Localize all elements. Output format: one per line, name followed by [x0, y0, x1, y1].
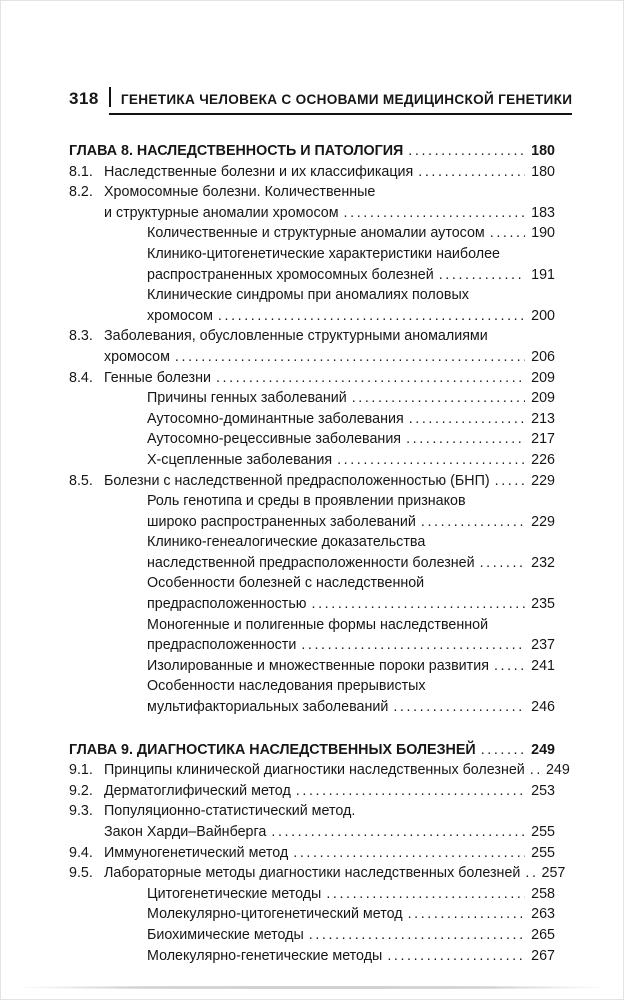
toc-entry-text: ГЛАВА 9. ДИАГНОСТИКА НАСЛЕДСТВЕННЫХ БОЛЕЗНЕЙ	[69, 741, 476, 758]
toc-entry	[69, 141, 555, 162]
toc-page-number: 253	[531, 782, 555, 799]
dot-leader	[387, 946, 525, 967]
toc-page-number: 235	[531, 596, 555, 613]
toc-entry	[69, 429, 555, 450]
toc-entry	[69, 244, 555, 285]
toc-entry-line	[147, 925, 555, 946]
toc-entry-text: Дерматоглифический метод	[104, 782, 291, 799]
toc-entry	[69, 532, 555, 573]
toc-entry-text: распространенных хромосомных болезней	[147, 266, 434, 283]
toc-entry	[69, 863, 566, 884]
toc-entry-text: хромосом	[104, 348, 170, 365]
dot-leader	[421, 512, 525, 533]
toc-entry-text: широко распространенных заболеваний	[147, 513, 416, 530]
dot-leader	[344, 203, 525, 224]
toc-entry-text: предрасположенностью	[147, 596, 307, 613]
toc-entry-line	[147, 285, 555, 306]
toc-entry-line	[104, 203, 555, 224]
toc-entry-line	[104, 801, 555, 822]
toc-page-number: 255	[531, 824, 555, 840]
toc-entry	[69, 740, 555, 761]
toc-entry-line	[147, 884, 555, 905]
toc-entry	[69, 409, 555, 430]
toc-entry-text: Наследственные болезни и их классификация	[104, 163, 414, 180]
toc-page-number: 249	[531, 741, 555, 758]
toc-page-number: 267	[531, 947, 555, 964]
dot-leader	[293, 843, 525, 864]
toc-entry	[69, 388, 555, 409]
toc-entry-line	[104, 347, 555, 368]
toc-entry-text: Биохимические методы	[147, 926, 304, 943]
toc-entry-line	[147, 244, 555, 265]
toc-page-number: 255	[531, 844, 555, 861]
toc-entry	[69, 326, 555, 367]
toc-entry-text: предрасположенности	[147, 637, 297, 654]
toc-entry-line	[147, 594, 555, 615]
toc-entry	[69, 656, 555, 677]
toc-entry-number: 9.3.	[69, 803, 93, 820]
running-head-rule	[109, 87, 572, 115]
toc-page-number: 229	[531, 472, 555, 489]
dot-leader	[312, 594, 525, 615]
toc-entry	[69, 573, 555, 614]
toc-entry	[69, 491, 555, 532]
toc	[69, 141, 570, 966]
dot-leader	[337, 450, 525, 471]
toc-entry-line	[147, 450, 555, 471]
dot-leader	[309, 925, 525, 946]
toc-entry-number: 8.3.	[69, 328, 93, 345]
toc-entry-text: Особенности болезней с наследственной	[147, 575, 425, 592]
toc-entry-line	[147, 553, 555, 574]
toc-entry-number: 9.4.	[69, 844, 93, 861]
dot-leader	[175, 347, 525, 368]
toc-page-number: 200	[531, 307, 555, 324]
toc-entry-text: Принципы клинической диагностики наследственных болезней	[104, 762, 525, 779]
toc-entry-number: 8.5.	[69, 472, 93, 489]
toc-entry	[69, 781, 555, 802]
toc-page-number: 226	[531, 451, 555, 468]
toc-entry-text: Клинико-цитогенетические характеристики наиболее	[147, 245, 500, 262]
toc-page-number: 229	[531, 513, 555, 530]
toc-entry-line	[147, 429, 555, 450]
toc-entry-text: Х-сцепленные заболевания	[147, 451, 333, 468]
dot-leader	[301, 635, 525, 656]
toc-page-number: 257	[541, 865, 566, 882]
toc-entry-text: хромосом	[147, 307, 213, 324]
toc-entry-number: 8.2.	[69, 184, 93, 201]
toc-entry-text: Клинико-генеалогические доказательства	[147, 534, 426, 551]
toc-page-number: 258	[531, 885, 555, 902]
toc-entry	[69, 285, 555, 326]
dot-leader	[296, 781, 525, 802]
toc-entry-line	[147, 409, 555, 430]
toc-page-number: 180	[531, 143, 555, 159]
dot-leader	[218, 306, 525, 327]
toc-entry-text: Популяционно-статистический метод.	[104, 803, 356, 820]
toc-entry	[69, 904, 555, 925]
dot-leader	[439, 265, 525, 286]
toc-entry	[69, 162, 555, 183]
toc-entry-text: Генные болезни	[104, 369, 211, 386]
page-number: 318	[69, 89, 99, 108]
toc-entry-line	[104, 863, 566, 884]
header-divider	[109, 87, 111, 107]
toc-entry-number: 8.4.	[69, 369, 93, 386]
toc-entry-text: мультифакториальных заболеваний	[147, 699, 389, 716]
toc-page-number: 213	[531, 410, 555, 427]
toc-entry-line	[104, 471, 555, 492]
toc-entry	[69, 676, 555, 717]
toc-entry-line	[147, 904, 555, 925]
toc-entry-line	[147, 615, 555, 636]
toc-entry-number: 9.5.	[69, 865, 93, 882]
toc-entry-text: Моногенные и полигенные формы наследственной	[147, 616, 489, 633]
toc-entry	[69, 471, 555, 492]
toc-entry	[69, 884, 555, 905]
dot-leader	[418, 162, 525, 183]
toc-entry-text: Молекулярно-генетические методы	[147, 947, 383, 964]
toc-entry	[69, 760, 570, 781]
toc-entry-text: Роль генотипа и среды в проявлении признаков	[147, 493, 466, 510]
toc-entry-line	[104, 326, 555, 347]
toc-entry-line	[104, 822, 555, 843]
toc-entry-text: Болезни с наследственной предрасположенностью (БНП)	[104, 472, 490, 489]
toc-page-number: 263	[531, 906, 555, 923]
toc-entry-line	[104, 760, 570, 781]
toc-page-number: 237	[531, 637, 555, 654]
dot-leader	[408, 904, 525, 925]
toc-entry	[69, 615, 555, 656]
toc-entry-text: Цитогенетические методы	[147, 885, 322, 902]
toc-entry	[69, 450, 555, 471]
toc-entry-text: Изолированные и множественные пороки развития	[147, 657, 489, 674]
toc-entry-number: 9.1.	[69, 762, 93, 779]
dot-leader	[495, 471, 525, 492]
running-head	[69, 87, 573, 115]
dot-leader	[494, 656, 525, 677]
toc-page-number: 241	[531, 657, 555, 674]
toc-page-number: 209	[531, 390, 555, 407]
toc-entry-text: Заболевания, обусловленные структурными аномалиями	[104, 328, 488, 345]
toc-page-number: 180	[531, 163, 555, 180]
toc-entry	[69, 843, 555, 864]
page-edge-shadow	[11, 986, 613, 989]
toc-entry-number: 9.2.	[69, 782, 93, 799]
toc-page-number: 190	[531, 225, 555, 242]
toc-entry-text: Особенности наследования прерывистых	[147, 678, 426, 695]
toc-entry	[69, 801, 555, 842]
toc-entry-text: Лабораторные методы диагностики наследственных болезней	[104, 865, 521, 882]
toc-entry-line	[147, 388, 555, 409]
toc-page-number: 249	[545, 762, 570, 779]
dot-leader	[530, 760, 540, 781]
toc-entry-text: Иммуногенетический метод	[104, 844, 289, 861]
toc-entry-line	[147, 223, 555, 244]
toc-entry-line	[147, 532, 555, 553]
toc-entry	[69, 946, 555, 967]
dot-leader	[408, 141, 525, 162]
toc-entry-line	[147, 946, 555, 967]
toc-entry-line	[104, 368, 555, 389]
toc-entry-number: 8.1.	[69, 163, 93, 180]
dot-leader	[490, 223, 525, 244]
toc-entry-text: ГЛАВА 8. НАСЛЕДСТВЕННОСТЬ И ПАТОЛОГИЯ	[69, 143, 404, 159]
toc-entry	[69, 182, 555, 223]
toc-entry-line	[69, 740, 555, 761]
toc-entry-text: Аутосомно-рецессивные заболевания	[147, 431, 402, 448]
toc-entry-line	[104, 182, 555, 203]
toc-entry	[69, 368, 555, 389]
toc-entry-line	[147, 656, 555, 677]
toc-page-number: 265	[531, 926, 555, 943]
dot-leader	[271, 822, 525, 843]
toc-page-number: 217	[531, 431, 555, 448]
toc-entry-text: наследственной предрасположенности болезней	[147, 554, 475, 571]
dot-leader	[406, 429, 525, 450]
dot-leader	[525, 863, 535, 884]
toc-page-number: 206	[531, 348, 555, 365]
toc-entry-line	[147, 512, 555, 533]
toc-entry	[69, 925, 555, 946]
toc-entry-text: Молекулярно-цитогенетический метод	[147, 906, 403, 923]
toc-page-number: 232	[531, 554, 555, 571]
dot-leader	[393, 697, 525, 718]
toc-entry-text: Клинические синдромы при аномалиях половых	[147, 287, 469, 304]
toc-page-number: 191	[531, 266, 555, 283]
dot-leader	[480, 553, 525, 574]
toc-entry-line	[147, 635, 555, 656]
dot-leader	[352, 388, 525, 409]
toc-entry	[69, 223, 555, 244]
toc-entry-line	[147, 265, 555, 286]
toc-entry-line	[147, 306, 555, 327]
toc-page-number: 209	[531, 369, 555, 386]
toc-entry-text: Количественные и структурные аномалии аутосом	[147, 225, 485, 242]
toc-entry-line	[147, 491, 555, 512]
toc-entry-line	[147, 697, 555, 718]
toc-entry-line	[104, 162, 555, 183]
toc-page-number: 183	[531, 204, 555, 221]
dot-leader	[216, 368, 525, 389]
book-title: ГЕНЕТИКА ЧЕЛОВЕКА С ОСНОВАМИ МЕДИЦИНСКОЙ ГЕНЕТИКИ	[120, 92, 573, 107]
toc-entry-text: Хромосомные болезни. Количественные	[104, 184, 376, 201]
toc-entry-line	[147, 573, 555, 594]
toc-entry-line	[104, 843, 555, 864]
dot-leader	[481, 740, 525, 761]
toc-entry-text: Закон Харди–Вайнберга	[104, 824, 267, 840]
toc-entry-line	[147, 676, 555, 697]
dot-leader	[409, 409, 525, 430]
toc-entry-line	[104, 781, 555, 802]
toc-entry-line	[69, 141, 555, 162]
toc-entry-text: и структурные аномалии хромосом	[104, 204, 339, 221]
dot-leader	[326, 884, 525, 905]
toc-entry-text: Аутосомно-доминантные заболевания	[147, 410, 404, 427]
toc-entry-text: Причины генных заболеваний	[147, 390, 347, 407]
toc-page-number: 246	[531, 699, 555, 716]
